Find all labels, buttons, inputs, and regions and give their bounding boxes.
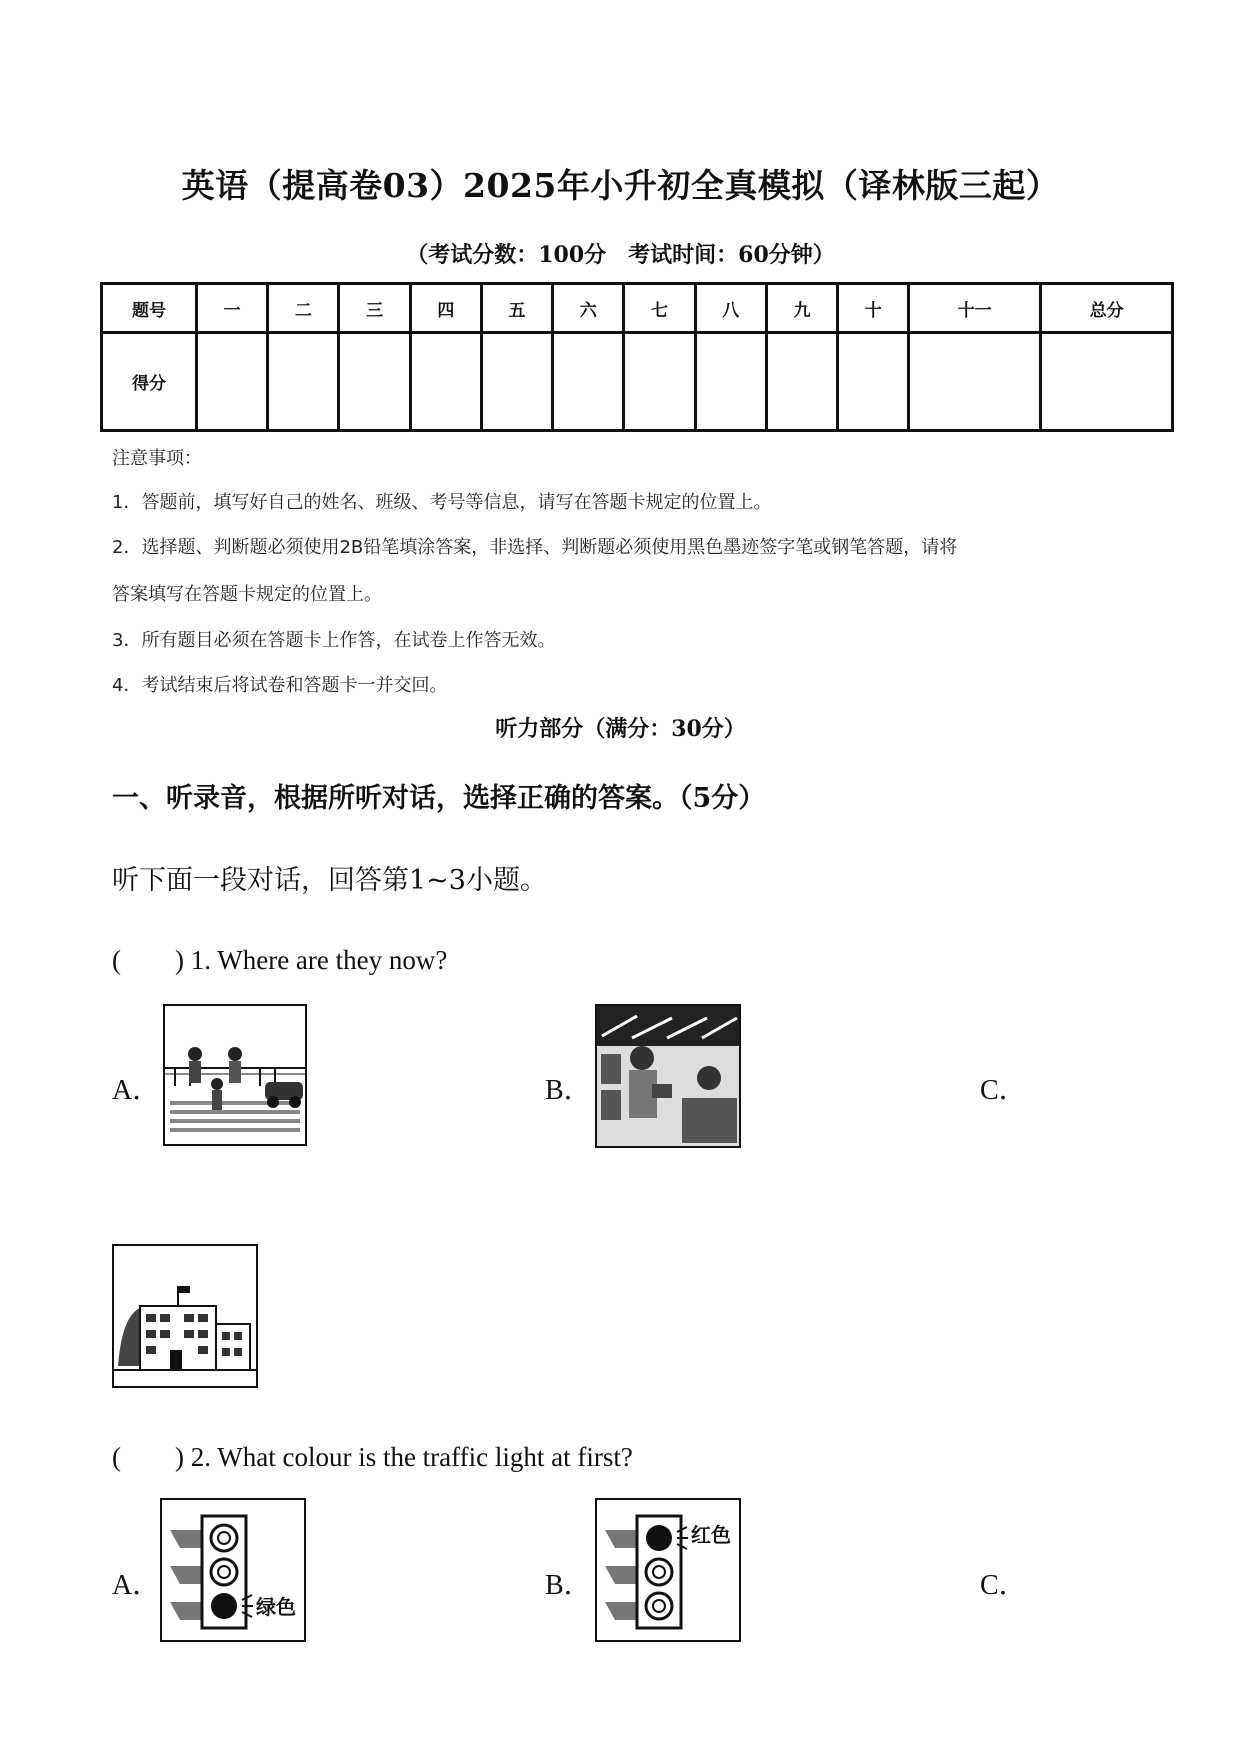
- option-a-label[interactable]: A．: [112, 1075, 161, 1106]
- notice-item: 2．选择题、判断题必须使用2B铅笔填涂答案，非选择、判断题必须使用黑色墨迹签字笔或钢笔答题，请将: [112, 537, 958, 558]
- shop-picture[interactable]: [595, 1004, 741, 1148]
- score-table-score-row: [102, 333, 1173, 431]
- traffic-light-label: 红色: [691, 1523, 731, 1547]
- score-header-cell: 四: [410, 284, 481, 333]
- exam-info: （考试分数：100分 考试时间：60分钟）: [406, 242, 835, 268]
- notice-item: 3．所有题目必须在答题卡上作答，在试卷上作答无效。: [112, 630, 556, 651]
- score-header-cell: 六: [553, 284, 624, 333]
- option-a-label[interactable]: A．: [112, 1570, 161, 1601]
- score-table-header-row: [102, 284, 1173, 333]
- school-building-picture[interactable]: [112, 1244, 258, 1388]
- traffic-light-label: 绿色: [256, 1595, 296, 1619]
- score-cell[interactable]: [339, 333, 410, 431]
- score-cell[interactable]: [410, 333, 481, 431]
- question-2: ( ) 2. What colour is the traffic light at first?: [112, 1442, 633, 1472]
- section-intro: 听下面一段对话，回答第1~3小题。: [112, 865, 547, 896]
- option-b-label[interactable]: B．: [545, 1075, 592, 1106]
- score-cell[interactable]: [838, 333, 909, 431]
- score-header-cell: 五: [481, 284, 552, 333]
- score-header-cell: 题号: [102, 284, 197, 333]
- option-c-label[interactable]: C．: [980, 1570, 1027, 1601]
- score-cell[interactable]: [268, 333, 339, 431]
- traffic-light-red-picture[interactable]: [595, 1498, 741, 1642]
- score-header-cell: 八: [695, 284, 766, 333]
- section-heading: 一、听录音，根据所听对话，选择正确的答案。（5分）: [112, 783, 766, 814]
- score-cell[interactable]: [695, 333, 766, 431]
- notice-item: 答案填写在答题卡规定的位置上。: [112, 584, 382, 605]
- notice-item: 1．答题前，填写好自己的姓名、班级、考号等信息，请写在答题卡规定的位置上。: [112, 492, 772, 513]
- score-cell[interactable]: [624, 333, 695, 431]
- score-cell[interactable]: [766, 333, 837, 431]
- crosswalk-picture[interactable]: [163, 1004, 307, 1146]
- score-header-cell: 一: [197, 284, 268, 333]
- listening-section-title: 听力部分（满分：30分）: [495, 716, 746, 742]
- notice-heading: 注意事项：: [112, 448, 202, 469]
- score-header-cell: 七: [624, 284, 695, 333]
- score-header-cell: 总分: [1041, 284, 1173, 333]
- question-1: ( ) 1. Where are they now?: [112, 945, 448, 975]
- score-table: [100, 282, 1174, 432]
- score-header-cell: 三: [339, 284, 410, 333]
- score-cell[interactable]: [197, 333, 268, 431]
- option-b-label[interactable]: B．: [545, 1570, 592, 1601]
- score-cell[interactable]: [553, 333, 624, 431]
- score-header-cell: 十一: [909, 284, 1041, 333]
- score-header-cell: 十: [838, 284, 909, 333]
- notice-item: 4．考试结束后将试卷和答题卡一并交回。: [112, 675, 448, 696]
- page-title: 英语（提高卷03）2025年小升初全真模拟（译林版三起）: [181, 166, 1060, 205]
- score-header-cell: 九: [766, 284, 837, 333]
- score-header-cell: 二: [268, 284, 339, 333]
- score-cell[interactable]: [1041, 333, 1173, 431]
- option-c-label[interactable]: C．: [980, 1075, 1027, 1106]
- score-cell[interactable]: [909, 333, 1041, 431]
- traffic-light-green-picture[interactable]: [160, 1498, 306, 1642]
- score-row-label: 得分: [102, 333, 197, 431]
- score-cell[interactable]: [481, 333, 552, 431]
